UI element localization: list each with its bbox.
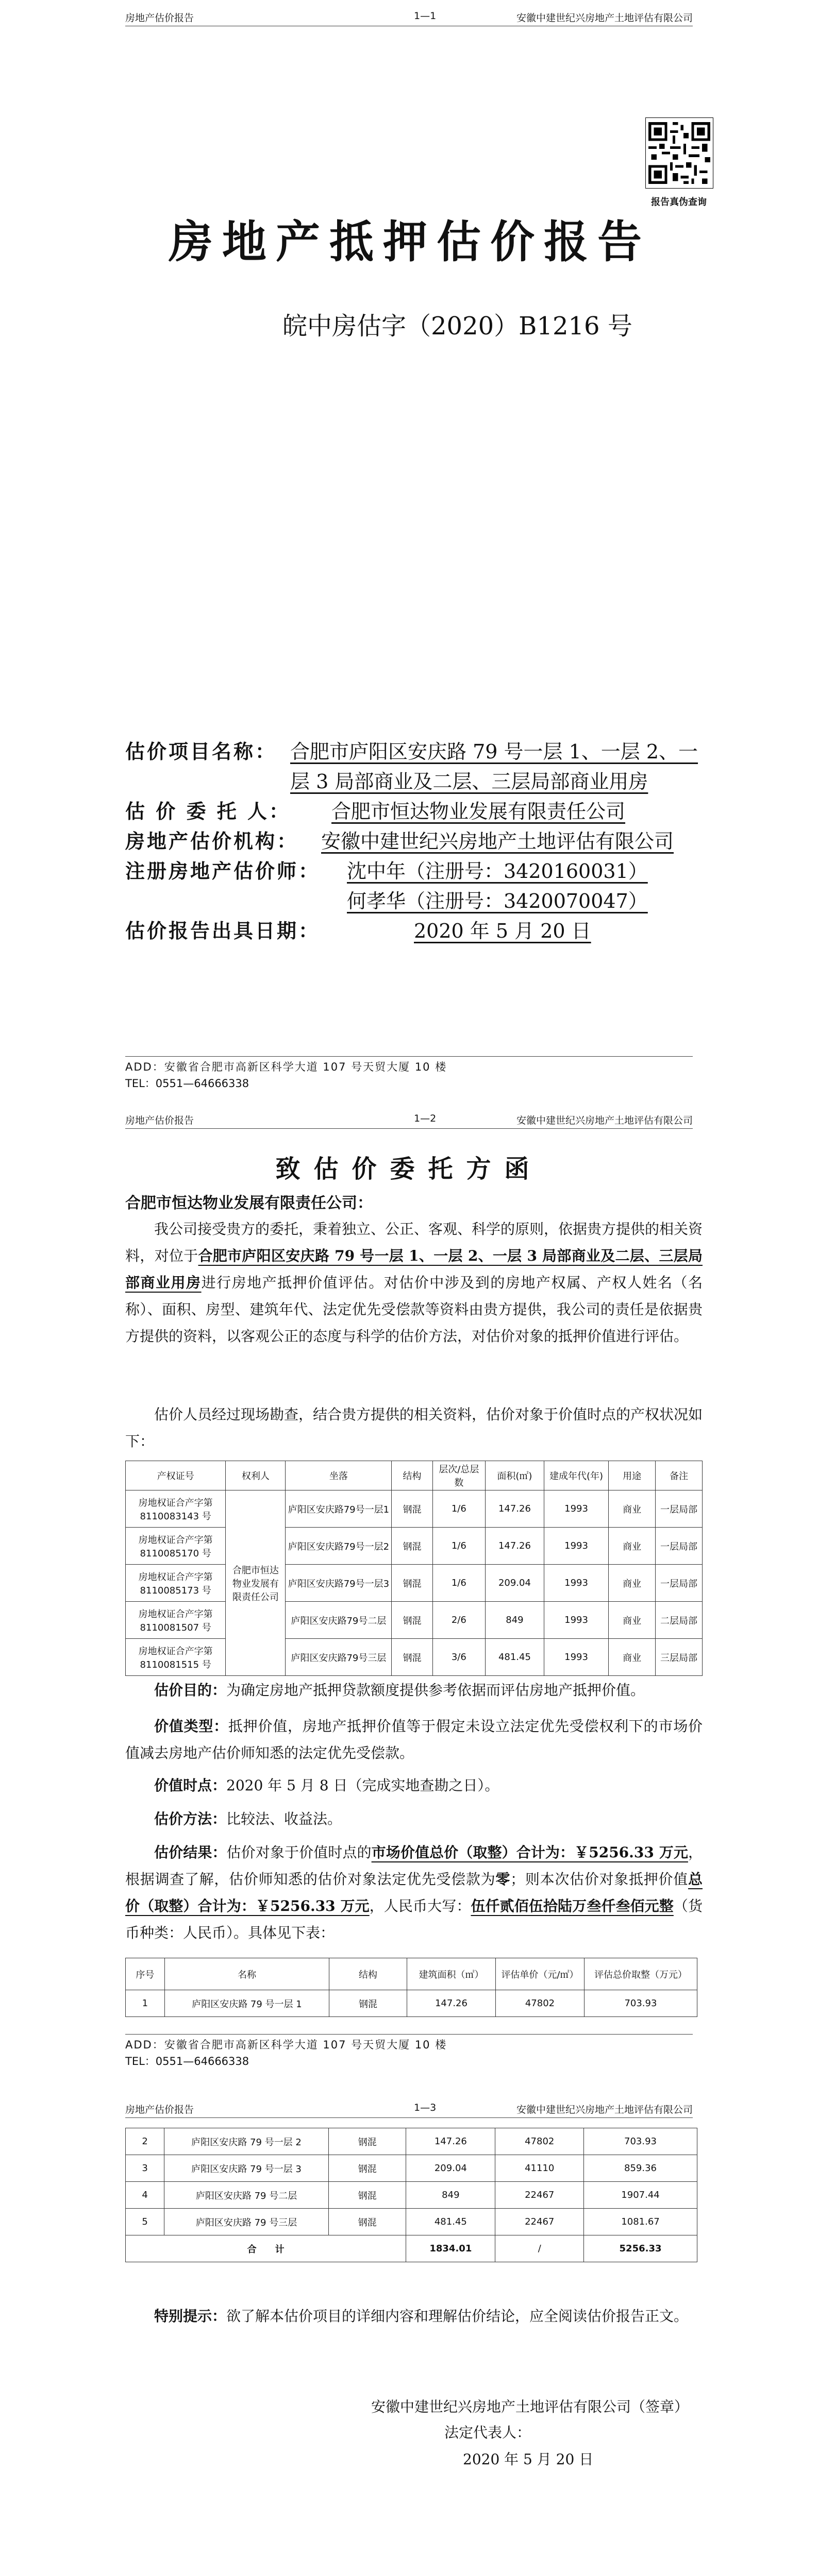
continuation-page — [0, 2092, 818, 2576]
page-header — [125, 1109, 693, 1129]
letter-addressee: 合肥市恒达物业发展有限责任公司： — [125, 1194, 373, 1212]
cell-area: 849 — [486, 1602, 544, 1639]
value-table-header — [126, 1958, 697, 1990]
date-value: 2020 年 5 月 20 日 — [414, 920, 591, 942]
header-left: 房地产估价报告 — [125, 12, 194, 24]
table-row — [126, 1602, 703, 1639]
cell-year: 1993 — [544, 1490, 608, 1528]
method-label: 估价方法： — [154, 1810, 227, 1827]
para1-property: 合肥市庐阳区安庆路 79 号一层 1、一层 2、一层 3 局部商业及二层、三层局部商业用房 — [125, 1247, 703, 1291]
value-table-part-2 — [125, 2128, 697, 2262]
result-paragraph — [125, 1839, 703, 1946]
cell-total: 703.93 — [584, 1990, 697, 2017]
page-header — [125, 2098, 693, 2118]
header-company: 安徽中建世纪兴房地产土地评估有限公司 — [516, 1115, 693, 1126]
header-page-number: 1—3 — [414, 2102, 437, 2113]
footer-tel: TEL：0551—64666338 — [125, 2055, 249, 2067]
col-no: 序号 — [126, 1958, 165, 1990]
cell-no: 2 — [126, 2128, 164, 2155]
method-text: 比较法、收益法。 — [226, 1810, 342, 1827]
table-row — [126, 2182, 697, 2209]
value-date-label: 价值时点： — [154, 1777, 227, 1794]
cell-cert: 房地权证合产字第 8110081515 号 — [126, 1639, 226, 1676]
cell-floor: 3/6 — [432, 1639, 485, 1676]
cell-year: 1993 — [544, 1639, 608, 1676]
cell-use: 商业 — [609, 1528, 656, 1565]
cell-note: 三层局部 — [656, 1639, 703, 1676]
sign-company: 安徽中建世纪兴房地产土地评估有限公司（签章） — [371, 2398, 689, 2415]
page-footer — [125, 1056, 693, 1092]
result-mortgage-total: 总价（取整）合计为：￥5256.33 万元 — [125, 1871, 703, 1914]
footer-address: ADD：安徽省合肥市高新区科学大道 107 号天贸大厦 10 楼 — [125, 1056, 693, 1075]
cell-structure: 钢混 — [328, 2155, 406, 2182]
appraiser-label: 注册房地产估价师： — [125, 860, 321, 883]
cell-area: 147.26 — [486, 1528, 544, 1565]
project-line-2: 层 3 局部商业及二层、三层局部商业用房 — [290, 770, 648, 793]
result-amount-words: 伍仟贰佰伍拾陆万叁仟叁佰元整 — [471, 1897, 674, 1914]
header-company: 安徽中建世纪兴房地产土地评估有限公司 — [516, 12, 693, 24]
total-sum: 5256.33 — [584, 2235, 697, 2262]
cell-area: 481.45 — [486, 1639, 544, 1676]
agency-label: 房地产估价机构： — [125, 830, 299, 853]
cell-floor: 1/6 — [432, 1528, 485, 1565]
footer-tel: TEL：0551—64666338 — [125, 1077, 249, 1090]
col-area: 建筑面积（㎡） — [407, 1958, 495, 1990]
header-company: 安徽中建世纪兴房地产土地评估有限公司 — [516, 2104, 693, 2115]
cell-total: 859.36 — [584, 2155, 697, 2182]
value-date-paragraph — [125, 1772, 703, 1799]
result-text-g: ，人民币大写： — [369, 1897, 471, 1914]
col-area: 面积(㎡) — [486, 1461, 544, 1490]
cell-no: 4 — [126, 2182, 164, 2209]
cell-total: 703.93 — [584, 2128, 697, 2155]
cell-unit-price: 41110 — [495, 2155, 584, 2182]
table-row — [126, 2209, 697, 2235]
cell-name: 庐阳区安庆路 79 号一层 1 — [164, 1990, 329, 2017]
purpose-paragraph — [125, 1677, 703, 1704]
agency-value: 安徽中建世纪兴房地产土地评估有限公司 — [321, 830, 674, 853]
sign-legal-rep: 法定代表人： — [444, 2424, 531, 2441]
qr-caption: 报告真伪查询 — [651, 197, 707, 208]
cell-floor: 1/6 — [432, 1565, 485, 1602]
cell-note: 一层局部 — [656, 1528, 703, 1565]
purpose-text: 为确定房地产抵押贷款额度提供参考依据而评估房地产抵押价值。 — [226, 1682, 645, 1699]
cell-use: 商业 — [609, 1639, 656, 1676]
cell-structure: 钢混 — [392, 1565, 432, 1602]
table-row — [126, 1490, 703, 1528]
cell-structure: 钢混 — [392, 1639, 432, 1676]
result-text-a: 估价对象于价值时点的 — [226, 1844, 372, 1861]
appraiser-1: 沈中年（注册号：3420160031） — [347, 860, 648, 883]
project-label: 估价项目名称： — [125, 740, 277, 763]
col-use: 用途 — [609, 1461, 656, 1490]
col-cert: 产权证号 — [126, 1461, 226, 1490]
letter-para-1 — [125, 1216, 703, 1350]
letter-title: 致估价委托方函 — [275, 1155, 543, 1183]
cell-structure: 钢混 — [392, 1528, 432, 1565]
col-structure: 结构 — [392, 1461, 432, 1490]
cell-area: 147.26 — [406, 2128, 495, 2155]
table-row — [126, 1990, 697, 2017]
cell-use: 商业 — [609, 1602, 656, 1639]
cell-unit-price: 22467 — [495, 2182, 584, 2209]
cover-page — [0, 0, 818, 1092]
cell-floor: 1/6 — [432, 1490, 485, 1528]
cell-location: 庐阳区安庆路79号一层3 — [286, 1565, 392, 1602]
cell-area: 147.26 — [407, 1990, 495, 2017]
result-text-i: （货币种类：人民币）。具体见下表： — [125, 1897, 703, 1941]
cell-structure: 钢混 — [329, 1990, 407, 2017]
cell-owner: 合肥市恒达物业发展有限责任公司 — [226, 1490, 286, 1676]
col-unit-price: 评估单价（元/㎡） — [496, 1958, 585, 1990]
table-row — [126, 1639, 703, 1676]
result-text-c: ，根据调查了解，估价师知悉的估价对象法定优先受偿款为 — [125, 1844, 703, 1888]
cell-location: 庐阳区安庆路79号三层 — [286, 1639, 392, 1676]
col-year: 建成年代(年) — [544, 1461, 608, 1490]
footer-address: ADD：安徽省合肥市高新区科学大道 107 号天贸大厦 10 楼 — [125, 2034, 693, 2053]
project-line-1: 合肥市庐阳区安庆路 79 号一层 1、一层 2、一 — [290, 740, 698, 763]
value-type-text: 抵押价值，房地产抵押价值等于假定未设立法定优先受偿权利下的市场价值减去房地产估价师知悉的法定优先受偿款。 — [125, 1718, 703, 1761]
page-footer — [125, 2034, 693, 2070]
col-floor: 层次/总层数 — [432, 1461, 485, 1490]
cell-location: 庐阳区安庆路79号二层 — [286, 1602, 392, 1639]
total-area: 1834.01 — [406, 2235, 495, 2262]
cell-structure: 钢混 — [328, 2209, 406, 2235]
cell-use: 商业 — [609, 1565, 656, 1602]
cell-cert: 房地权证合产字第 8110083143 号 — [126, 1490, 226, 1528]
rights-table — [125, 1461, 703, 1676]
col-name: 名称 — [164, 1958, 329, 1990]
table-row — [126, 1565, 703, 1602]
page-header — [125, 6, 693, 26]
table-row — [126, 2128, 697, 2155]
cell-total: 1907.44 — [584, 2182, 697, 2209]
cell-no: 3 — [126, 2155, 164, 2182]
notice-paragraph — [125, 2303, 703, 2330]
cell-use: 商业 — [609, 1490, 656, 1528]
cell-cert: 房地权证合产字第 8110085170 号 — [126, 1528, 226, 1565]
cell-no: 1 — [126, 1990, 165, 2017]
para1-text-c: 进行房地产抵押价值评估。对估价中涉及到的房地产权属、产权人姓名（名称）、面积、房型、建筑年代、法定优先受偿款等资料由贵方提供，我公司的责任是依据贵方提供的资料，以客观公正的态度与科学的估价方法，对估价对象的抵押价值进行评估。 — [125, 1274, 703, 1345]
cell-structure: 钢混 — [392, 1602, 432, 1639]
total-unit-price: / — [495, 2235, 584, 2262]
cell-cert: 房地权证合产字第 8110081507 号 — [126, 1602, 226, 1639]
header-page-number: 1—2 — [414, 1113, 437, 1124]
cell-area: 209.04 — [406, 2155, 495, 2182]
notice-label: 特别提示： — [154, 2308, 227, 2325]
cell-unit-price: 22467 — [495, 2209, 584, 2235]
total-label: 合 计 — [126, 2235, 406, 2262]
result-text-e: ；则本次估价对象抵押价值 — [510, 1871, 688, 1888]
result-priority: 零 — [495, 1871, 511, 1888]
cell-unit-price: 47802 — [496, 1990, 585, 2017]
col-note: 备注 — [656, 1461, 703, 1490]
rights-table-header — [126, 1461, 703, 1490]
cell-note: 一层局部 — [656, 1490, 703, 1528]
table-total-row — [126, 2235, 697, 2262]
letter-page — [0, 1103, 818, 2200]
purpose-label: 估价目的： — [154, 1682, 227, 1699]
cell-unit-price: 47802 — [495, 2128, 584, 2155]
col-structure: 结构 — [329, 1958, 407, 1990]
cell-floor: 2/6 — [432, 1602, 485, 1639]
table-row — [126, 2155, 697, 2182]
col-owner: 权利人 — [226, 1461, 286, 1490]
header-left: 房地产估价报告 — [125, 2104, 194, 2115]
value-table-part-1 — [125, 1958, 697, 2017]
cell-structure: 钢混 — [328, 2128, 406, 2155]
cell-name: 庐阳区安庆路 79 号一层 2 — [164, 2128, 329, 2155]
cell-total: 1081.67 — [584, 2209, 697, 2235]
appraiser-2: 何孝华（注册号：3420070047） — [347, 890, 648, 912]
col-location: 坐落 — [286, 1461, 392, 1490]
client-value: 合肥市恒达物业发展有限责任公司 — [331, 800, 626, 823]
para1-text-a: 我公司接受贵方的委托，秉着独立、公正、客观、科学的原则，依据贵方提供的相关资料，对位于 — [125, 1221, 703, 1264]
cell-area: 849 — [406, 2182, 495, 2209]
cell-cert: 房地权证合产字第 8110085173 号 — [126, 1565, 226, 1602]
value-type-label: 价值类型： — [154, 1718, 228, 1735]
cell-area: 209.04 — [486, 1565, 544, 1602]
cell-area: 147.26 — [486, 1490, 544, 1528]
table-row — [126, 1528, 703, 1565]
cell-note: 二层局部 — [656, 1602, 703, 1639]
qr-code[interactable] — [645, 117, 713, 189]
cell-name: 庐阳区安庆路 79 号二层 — [164, 2182, 329, 2209]
report-number: 皖中房估字（2020）B1216 号 — [282, 312, 632, 341]
cell-name: 庐阳区安庆路 79 号一层 3 — [164, 2155, 329, 2182]
cover-info-block — [125, 737, 723, 963]
sign-date: 2020 年 5 月 20 日 — [463, 2451, 594, 2468]
cover-title: 房地产抵押估价报告 — [169, 216, 651, 268]
value-type-paragraph — [125, 1713, 703, 1767]
cell-area: 481.45 — [406, 2209, 495, 2235]
cell-location: 庐阳区安庆路79号一层1 — [286, 1490, 392, 1528]
col-total: 评估总价取整（万元） — [584, 1958, 697, 1990]
letter-para-2: 估价人员经过现场勘查，结合贵方提供的相关资料，估价对象于价值时点的产权状况如下： — [125, 1406, 703, 1450]
cell-structure: 钢混 — [328, 2182, 406, 2209]
cell-no: 5 — [126, 2209, 164, 2235]
cell-name: 庐阳区安庆路 79 号三层 — [164, 2209, 329, 2235]
client-label: 估 价 委 托 人： — [125, 800, 291, 823]
cell-year: 1993 — [544, 1602, 608, 1639]
result-market-total: 市场价值总价（取整）合计为：￥5256.33 万元 — [371, 1844, 688, 1861]
cell-structure: 钢混 — [392, 1490, 432, 1528]
cell-year: 1993 — [544, 1565, 608, 1602]
cell-location: 庐阳区安庆路79号一层2 — [286, 1528, 392, 1565]
cell-year: 1993 — [544, 1528, 608, 1565]
value-date-text: 2020 年 5 月 8 日（完成实地查勘之日）。 — [226, 1777, 499, 1794]
header-page-number: 1—1 — [414, 10, 437, 22]
cell-note: 一层局部 — [656, 1565, 703, 1602]
result-label: 估价结果： — [154, 1844, 227, 1861]
method-paragraph — [125, 1806, 703, 1833]
date-label: 估价报告出具日期： — [125, 920, 321, 942]
notice-text: 欲了解本估价项目的详细内容和理解估价结论，应全阅读估价报告正文。 — [226, 2308, 689, 2325]
header-left: 房地产估价报告 — [125, 1115, 194, 1126]
